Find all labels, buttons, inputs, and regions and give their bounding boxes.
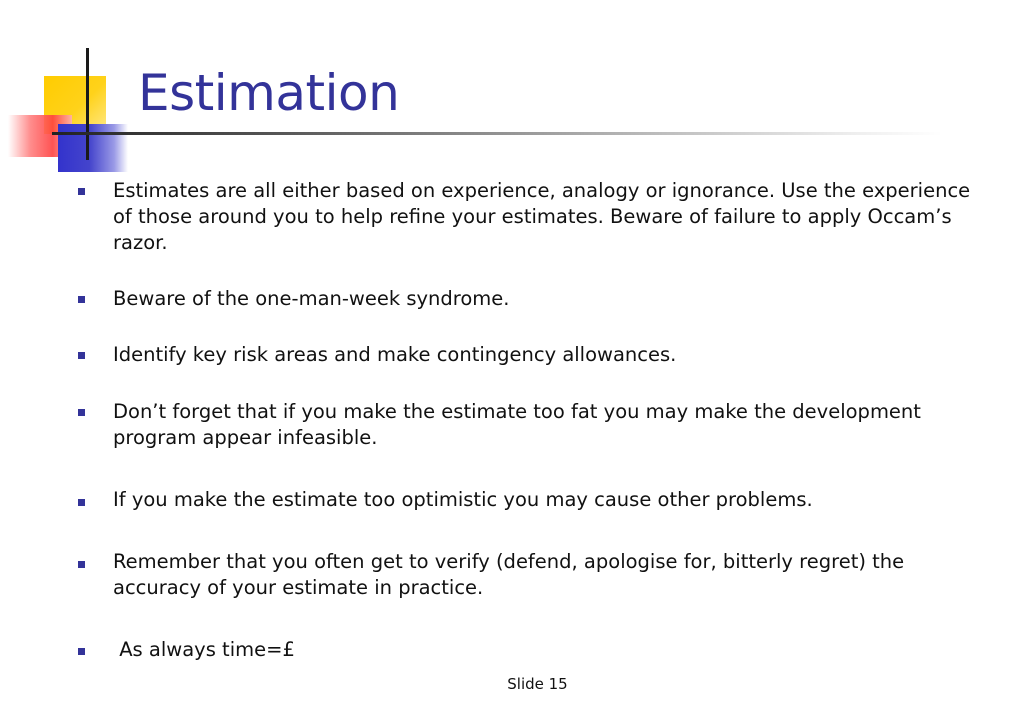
bullet-text: Beware of the one-man-week syndrome.	[113, 287, 510, 310]
bullet-text: As always time=£	[113, 638, 295, 661]
bullet-text: Don’t forget that if you make the estimate too fat you may make the development program appear infeasible.	[113, 400, 921, 449]
bullet-text: Estimates are all either based on experience, analogy or ignorance. Use the experience of those around you to help refine your estimates. Beware of failure to apply Occam’s razor.	[113, 179, 971, 254]
bullet-text: If you make the estimate too optimistic you may cause other problems.	[113, 488, 813, 511]
bullet-marker	[78, 561, 85, 568]
bullet-marker	[78, 409, 85, 416]
bullet-marker	[78, 188, 85, 195]
bullet-marker	[78, 648, 85, 655]
bullet-text: Remember that you often get to verify (defend, apologise for, bitterly regret) the accuracy of your estimate in practice.	[113, 550, 905, 599]
title-underline	[52, 132, 942, 135]
slide-title: Estimation	[138, 64, 400, 122]
bullet-text: Identify key risk areas and make contingency allowances.	[113, 343, 677, 366]
bullet-marker	[78, 352, 85, 359]
bullet-marker	[78, 499, 85, 506]
bullet-marker	[78, 296, 85, 303]
logo-vertical-line	[86, 48, 89, 160]
slide-number: Slide 15	[507, 675, 568, 693]
